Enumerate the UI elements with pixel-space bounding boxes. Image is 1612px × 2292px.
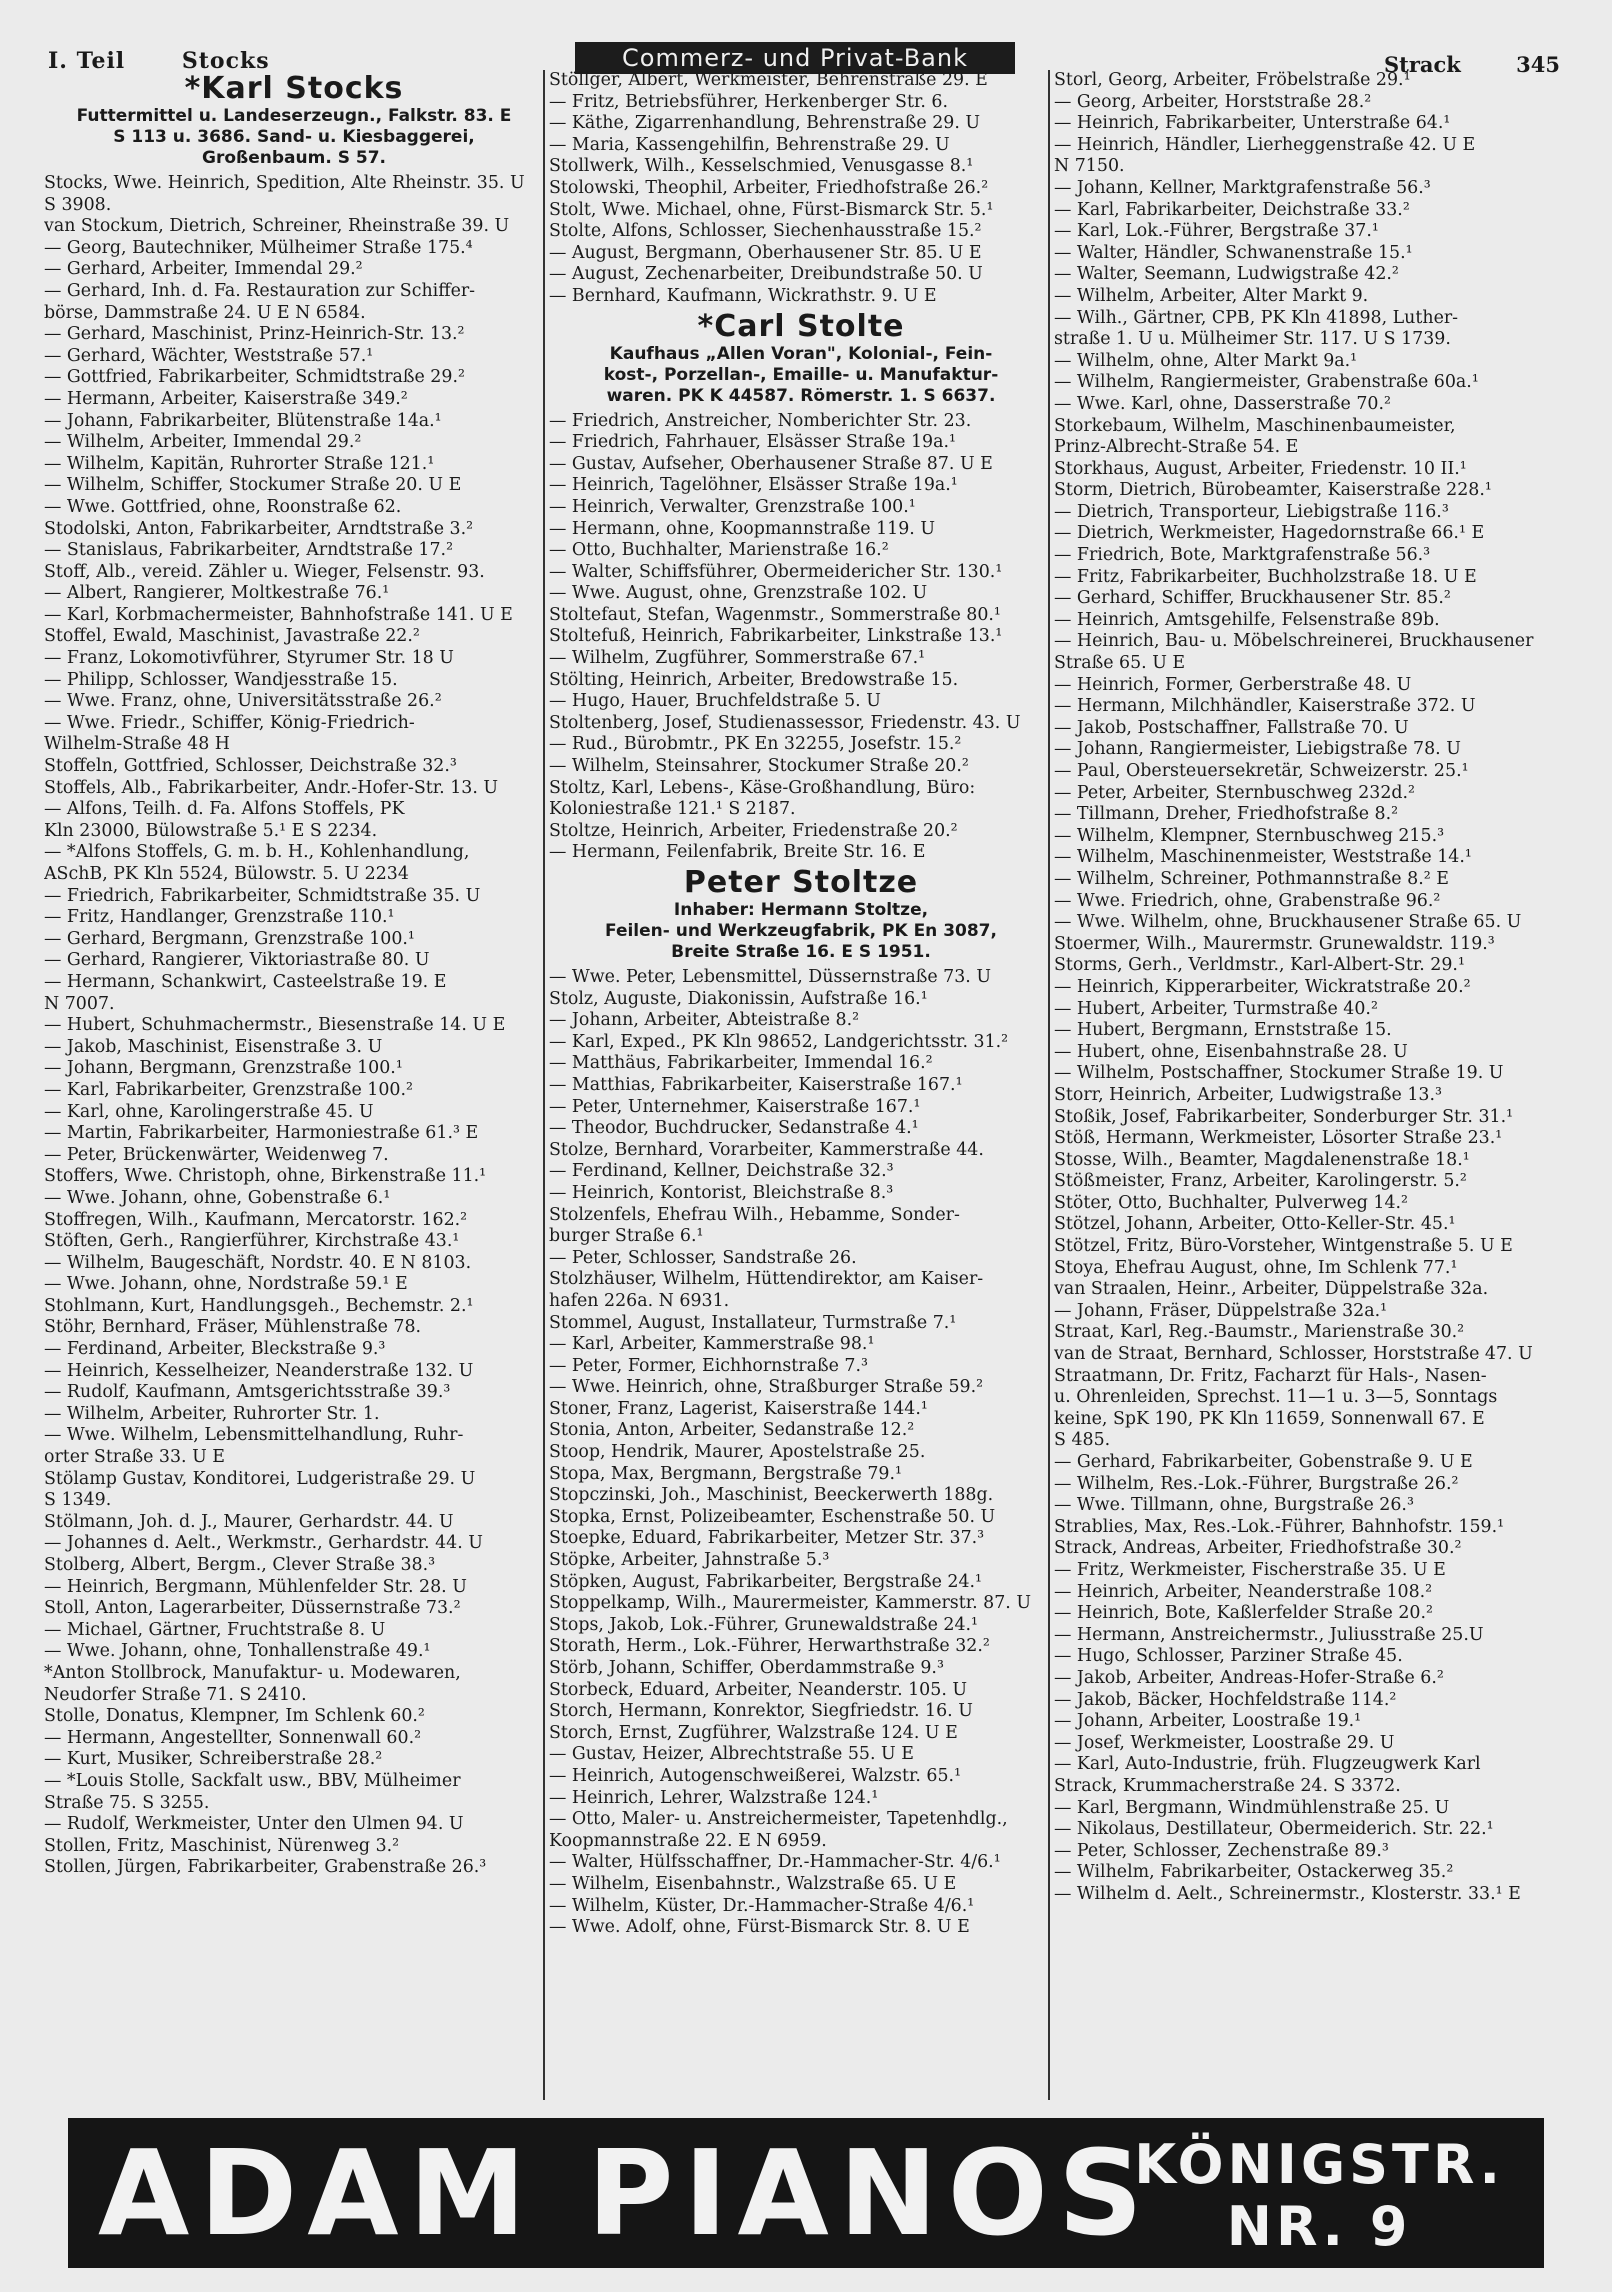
directory-entry: straße 1. U u. Mülheimer Str. 117. U S 1739. [1054, 329, 1451, 350]
directory-entry: Stops, Jakob, Lok.-Führer, Grunewaldstraße 24.¹ [549, 1614, 979, 1635]
directory-entry: — Walter, Seemann, Ludwigstraße 42.² [1054, 264, 1399, 285]
directory-entry: Stolz, Auguste, Diakonissin, Aufstraße 16.¹ [549, 988, 928, 1009]
directory-entry: S 485. [1054, 1430, 1111, 1451]
directory-entry: Stocks, Wwe. Heinrich, Spedition, Alte Rheinstr. 35. U [44, 173, 525, 193]
advertisement-line: S 113 u. 3686. Sand- u. Kiesbaggerei, [113, 127, 475, 147]
directory-entry: Stopa, Max, Bergmann, Bergstraße 79.¹ [549, 1463, 902, 1484]
directory-entry: Stolzenfels, Ehefrau Wilh., Hebamme, Sonder- [549, 1204, 960, 1225]
part-label: I. Teil [48, 48, 126, 74]
advertisement-banner [68, 2118, 1544, 2268]
directory-entry: Storch, Hermann, Konrektor, Siegfriedstr. 16. U [549, 1701, 973, 1722]
directory-entry: van Straalen, Heinr., Arbeiter, Düppelstraße 32a. [1054, 1279, 1489, 1300]
directory-entry: Storath, Herm., Lok.-Führer, Herwarthstraße 32.² [549, 1636, 990, 1657]
directory-entry: — Johann, Fabrikarbeiter, Blütenstraße 14a.¹ [44, 410, 442, 431]
directory-entry: — Wwe. August, ohne, Grenzstraße 102. U [549, 583, 928, 604]
directory-entry: — Wilhelm, Maschinenmeister, Weststraße 14.¹ [1054, 847, 1472, 868]
directory-entry: Stoffers, Wwe. Christoph, ohne, Birkenstraße 11.¹ [44, 1166, 487, 1187]
directory-entry: — Matthias, Fabrikarbeiter, Kaiserstraße 167.¹ [549, 1074, 963, 1095]
directory-entry: Stößmeister, Franz, Arbeiter, Karolingerstr. 5.² [1054, 1171, 1467, 1192]
directory-entry: — *Alfons Stoffels, G. m. b. H., Kohlenhandlung, [44, 842, 470, 863]
directory-entry: — Karl, ohne, Karolingerstraße 45. U [44, 1101, 374, 1122]
directory-entry: — Ferdinand, Kellner, Deichstraße 32.³ [549, 1161, 894, 1182]
directory-entry: Stoll, Anton, Lagerarbeiter, Düssernstraße 73.² [44, 1598, 461, 1619]
column-3 [1048, 70, 1566, 2100]
directory-entry: ASchB, PK Kln 5524, Bülowstr. 5. U 2234 [44, 864, 409, 884]
directory-entry: — Wilhelm d. Aelt., Schreinermstr., Klosterstr. 33.¹ E [1054, 1883, 1521, 1904]
directory-entry: — Wilhelm, Arbeiter, Immendal 29.² [44, 432, 362, 453]
directory-entry: — Wilhelm, Schreiner, Pothmannstraße 8.² E [1054, 868, 1449, 889]
directory-entry: — Walter, Händler, Schwanenstraße 15.¹ [1054, 242, 1413, 263]
directory-entry: Stölting, Heinrich, Arbeiter, Bredowstraße 15. [549, 669, 959, 690]
directory-entry: — Wilhelm, Kapitän, Ruhrorter Straße 121.¹ [44, 453, 435, 474]
directory-entry: — Wilhelm, Baugeschäft, Nordstr. 40. E N 8103. [44, 1252, 472, 1273]
directory-entry: burger Straße 6.¹ [549, 1226, 704, 1247]
directory-entry: Prinz-Albrecht-Straße 54. E [1054, 437, 1299, 458]
directory-entry: — Peter, Former, Eichhornstraße 7.³ [549, 1355, 868, 1376]
directory-entry: Stoffel, Ewald, Maschinist, Javastraße 22.² [44, 626, 420, 647]
directory-entry: — Wilhelm, Fabrikarbeiter, Ostackerweg 35.² [1054, 1862, 1454, 1883]
directory-entry: Stöß, Hermann, Werkmeister, Lösorter Straße 23.¹ [1054, 1128, 1503, 1149]
directory-entry: — Heinrich, Kontorist, Bleichstraße 8.³ [549, 1182, 894, 1203]
directory-entry: — Käthe, Zigarrenhandlung, Behrenstraße 29. U [549, 113, 981, 134]
directory-entry: Stötzel, Johann, Arbeiter, Otto-Keller-Str. 45.¹ [1054, 1214, 1456, 1235]
directory-entry: Straatmann, Dr. Fritz, Facharzt für Hals-, Nasen- [1054, 1365, 1487, 1386]
directory-entry: — Gerhard, Bergmann, Grenzstraße 100.¹ [44, 928, 415, 949]
page-number: 345 [1516, 52, 1560, 77]
directory-entry: — Friedrich, Bote, Marktgrafenstraße 56.³ [1054, 545, 1431, 566]
directory-entry: Stoffregen, Wilh., Kaufmann, Mercatorstr. 162.² [44, 1209, 468, 1230]
directory-entry: — Wwe. Peter, Lebensmittel, Düssernstraße 73. U [549, 967, 991, 987]
directory-entry: — August, Zechenarbeiter, Dreibundstraße 50. U [549, 264, 983, 285]
directory-entry: — Karl, Arbeiter, Kammerstraße 98.¹ [549, 1334, 875, 1355]
directory-entry: — Karl, Fabrikarbeiter, Grenzstraße 100.² [44, 1079, 413, 1100]
directory-entry: Störb, Johann, Schiffer, Oberdammstraße 9.³ [549, 1658, 944, 1678]
directory-entry: — Wwe. Friedr., Schiffer, König-Friedrich- [44, 712, 415, 733]
directory-entry: Straat, Karl, Reg.-Baumstr., Marienstraße 30.² [1054, 1322, 1465, 1343]
directory-entry: Koopmannstraße 22. E N 6959. [549, 1830, 827, 1851]
directory-entry: Stöhr, Bernhard, Fräser, Mühlenstraße 78. [44, 1317, 422, 1338]
directory-entry: — Peter, Schlosser, Zechenstraße 89.³ [1054, 1840, 1389, 1861]
directory-entry: Stöften, Gerh., Rangierführer, Kirchstraße 43.¹ [44, 1231, 460, 1252]
directory-entry: — Wwe. Franz, ohne, Universitätsstraße 26.² [44, 691, 442, 712]
directory-entry: Storbeck, Eduard, Arbeiter, Neanderstr. 105. U [549, 1679, 968, 1700]
directory-entry: Stoffeln, Gottfried, Schlosser, Deichstraße 32.³ [44, 756, 457, 777]
directory-entry: — Michael, Gärtner, Fruchtstraße 8. U [44, 1619, 386, 1640]
directory-entry: Stollen, Jürgen, Fabrikarbeiter, Grabenstraße 26.³ [44, 1857, 487, 1878]
directory-entry: Stopczinski, Joh., Maschinist, Beeckerwerth 188g. [549, 1485, 994, 1506]
directory-entry: Stoppelkamp, Wilh., Maurermeister, Kammerstr. 87. U [549, 1593, 1032, 1614]
directory-entry: — Heinrich, Händler, Lierheggenstraße 42. U E [1054, 134, 1476, 155]
directory-entry: Stopka, Ernst, Polizeibeamter, Eschenstraße 50. U [549, 1506, 996, 1527]
directory-entry: — Johannes d. Aelt., Werkmstr., Gerhardstr. 44. U [44, 1533, 483, 1554]
directory-entry: — Heinrich, Bote, Kaßlerfelder Straße 20.² [1054, 1603, 1433, 1624]
directory-entry: — Friedrich, Fabrikarbeiter, Schmidtstraße 35. U [44, 885, 481, 906]
directory-entry: — Heinrich, Former, Gerberstraße 48. U [1054, 674, 1412, 695]
directory-entry: Stölmann, Joh. d. J., Maurer, Gerhardstr. 44. U [44, 1511, 454, 1532]
directory-entry: Wilhelm-Straße 48 H [44, 734, 230, 755]
directory-entry: — Paul, Obersteuersekretär, Schweizerstr. 25.¹ [1054, 761, 1469, 781]
directory-entry: Storms, Gerh., Verldmstr., Karl-Albert-Str. 29.¹ [1054, 955, 1465, 976]
directory-entry: Neudorfer Straße 71. S 2410. [44, 1684, 307, 1705]
directory-entry: — Hermann, Arbeiter, Kaiserstraße 349.² [44, 388, 408, 409]
directory-entry: Straße 65. U E [1054, 653, 1186, 674]
directory-entry: — Wwe. Wilhelm, ohne, Bruckhausener Straße 65. U [1054, 912, 1522, 933]
directory-entry: — Wilhelm, Postschaffner, Stockumer Straße 19. U [1054, 1063, 1504, 1084]
directory-entry: — Wwe. Heinrich, ohne, Straßburger Straße 59.² [549, 1377, 984, 1398]
directory-entry: — Franz, Lokomotivführer, Styrumer Str. 18 U [44, 648, 454, 669]
directory-entry: — Dietrich, Transporteur, Liebigstraße 116.³ [1054, 501, 1449, 522]
directory-entry: — Gerhard, Fabrikarbeiter, Gobenstraße 9. U E [1054, 1452, 1473, 1472]
directory-entry: — Fritz, Fabrikarbeiter, Buchholzstraße 18. U E [1054, 566, 1477, 587]
directory-entry: — Hermann, ohne, Koopmannstraße 119. U [549, 518, 936, 539]
directory-entry: — Wilhelm, Steinsahrer, Stockumer Straße 20.² [549, 756, 969, 777]
advertisement-line: Kaufhaus „Allen Voran", Kolonial-, Fein- [609, 343, 993, 364]
directory-entry: — Karl, Auto-Industrie, früh. Flugzeugwerk Karl [1054, 1754, 1481, 1775]
directory-entry: Stollen, Fritz, Maschinist, Nürenweg 3.² [44, 1835, 400, 1856]
directory-entry: — Wilh., Gärtner, CPB, PK Kln 41898, Luther- [1054, 307, 1459, 328]
directory-entry: — Peter, Arbeiter, Sternbuschweg 232d.² [1054, 782, 1416, 803]
directory-entry: Kln 23000, Bülowstraße 5.¹ E S 2234. [44, 820, 378, 841]
advertisement-title: *Carl Stolte [697, 308, 905, 344]
directory-entry: — Bernhard, Kaufmann, Wickrathstr. 9. U E [549, 285, 937, 306]
directory-entry: — Wilhelm, Zugführer, Sommerstraße 67.¹ [549, 648, 926, 669]
display-advertisement [549, 310, 1053, 407]
directory-entry: — Wwe. Karl, ohne, Dasserstraße 70.² [1054, 393, 1391, 414]
directory-entry: — Gustav, Aufseher, Oberhausener Straße 87. U E [549, 453, 993, 474]
directory-entry: — Hubert, Schuhmachermstr., Biesenstraße 14. U E [44, 1015, 506, 1036]
directory-entry: N 7150. [1054, 156, 1125, 177]
directory-entry: — Gerhard, Rangierer, Viktoriastraße 80. U [44, 950, 430, 971]
directory-entry: Stonia, Anton, Arbeiter, Sedanstraße 12.² [549, 1420, 915, 1441]
directory-entry: — Philipp, Schlosser, Wandjesstraße 15. [44, 669, 398, 690]
directory-entry: — Karl, Bergmann, Windmühlenstraße 25. U [1054, 1797, 1450, 1818]
display-advertisement [44, 72, 544, 169]
directory-entry: Stollwerk, Wilh., Kesselschmied, Venusgasse 8.¹ [549, 156, 974, 177]
directory-entry: — Wwe. Adolf, ohne, Fürst-Bismarck Str. 8. U E [549, 1917, 970, 1938]
directory-entry: — Hubert, Arbeiter, Turmstraße 40.² [1054, 998, 1378, 1019]
directory-entry: Stoltenberg, Josef, Studienassessor, Friedenstr. 43. U [549, 712, 1021, 733]
directory-entry: — Wilhelm, ohne, Alter Markt 9a.¹ [1054, 350, 1358, 371]
directory-entry: — Ferdinand, Arbeiter, Bleckstraße 9.³ [44, 1339, 386, 1360]
directory-entry: Storch, Ernst, Zugführer, Walzstraße 124. U E [549, 1722, 958, 1743]
directory-entry: Stoßik, Josef, Fabrikarbeiter, Sonderburger Str. 31.¹ [1054, 1106, 1514, 1127]
ad-brand: ADAM PIANOS [98, 2124, 1153, 2262]
directory-entry: — Jakob, Postschaffner, Fallstraße 70. U [1054, 717, 1409, 738]
directory-entry: N 7007. [44, 993, 115, 1014]
advertisement-title: Peter Stoltze [683, 865, 919, 900]
directory-entry: — Georg, Bautechniker, Mülheimer Straße 175.⁴ [44, 237, 473, 258]
ad-address [1134, 2134, 1504, 2258]
directory-entry: S 1349. [44, 1490, 112, 1511]
directory-entry: Storm, Dietrich, Bürobeamter, Kaiserstraße 228.¹ [1054, 480, 1492, 501]
directory-entry: — Walter, Hülfsschaffner, Dr.-Hammacher-Str. 4/6.¹ [549, 1852, 1001, 1873]
directory-entry: — Karl, Korbmachermeister, Bahnhofstraße 141. U E [44, 604, 513, 625]
directory-entry: — Wilhelm, Arbeiter, Alter Markt 9. [1054, 285, 1369, 306]
column-1 [44, 70, 544, 2100]
directory-entry: — Heinrich, Arbeiter, Neanderstraße 108.² [1054, 1581, 1433, 1602]
directory-entry: Strablies, Max, Res.-Lok.-Führer, Bahnhofstr. 159.¹ [1054, 1516, 1505, 1537]
directory-entry: — Wilhelm, Küster, Dr.-Hammacher-Straße 4/6.¹ [549, 1895, 975, 1916]
directory-entry: — Johann, Arbeiter, Loostraße 19.¹ [1054, 1711, 1362, 1732]
directory-entry: Stolze, Bernhard, Vorarbeiter, Kammerstraße 44. [549, 1139, 984, 1160]
directory-entry: börse, Dammstraße 24. U E N 6584. [44, 302, 366, 323]
directory-entry: — Fritz, Betriebsführer, Herkenberger Str. 6. [549, 91, 949, 112]
directory-entry: — Johann, Bergmann, Grenzstraße 100.¹ [44, 1058, 403, 1079]
directory-entry: Stoltze, Heinrich, Arbeiter, Friedenstraße 20.² [549, 820, 958, 841]
directory-entry: — *Louis Stolle, Sackfalt usw., BBV, Mülheimer [44, 1770, 461, 1791]
directory-entry: — Hugo, Hauer, Bruchfeldstraße 5. U [549, 691, 881, 712]
directory-entry: — Theodor, Buchdrucker, Sedanstraße 4.¹ [549, 1118, 919, 1139]
directory-entry: Storr, Heinrich, Arbeiter, Ludwigstraße 13.³ [1054, 1084, 1442, 1105]
directory-entry: — Martin, Fabrikarbeiter, Harmoniestraße 61.³ E [44, 1123, 479, 1144]
directory-entry: — Heinrich, Amtsgehilfe, Felsenstraße 89b. [1054, 609, 1440, 630]
directory-entry: — Georg, Arbeiter, Horststraße 28.² [1054, 91, 1372, 112]
directory-entry: van de Straat, Bernhard, Schlosser, Horststraße 47. U [1054, 1344, 1533, 1365]
directory-entry: — Gustav, Heizer, Albrechtstraße 55. U E [549, 1744, 914, 1765]
directory-entry: Storkhaus, August, Arbeiter, Friedenstr. 10 II.¹ [1054, 458, 1467, 479]
directory-entry: — Heinrich, Bau- u. Möbelschreinerei, Bruckhausener [1054, 631, 1534, 652]
directory-entry: — August, Bergmann, Oberhausener Str. 85. U E [549, 242, 982, 263]
directory-entry: — Wilhelm, Res.-Lok.-Führer, Burgstraße 26.² [1054, 1473, 1459, 1494]
directory-entry: Stoermer, Wilh., Maurermstr. Grunewaldstr. 119.³ [1054, 933, 1495, 954]
directory-entry: Stoop, Hendrik, Maurer, Apostelstraße 25. [549, 1442, 926, 1463]
directory-entry: *Anton Stollbrock, Manufaktur- u. Modewaren, [44, 1662, 461, 1683]
directory-entry: — Heinrich, Verwalter, Grenzstraße 100.¹ [549, 496, 916, 517]
directory-entry: Stoltefaut, Stefan, Wagenmstr., Sommerstraße 80.¹ [549, 604, 1001, 625]
directory-entry: — Karl, Lok.-Führer, Bergstraße 37.¹ [1054, 221, 1379, 242]
directory-entry: — Heinrich, Autogenschweißerei, Walzstr. 65.¹ [549, 1765, 962, 1786]
directory-entry: — Alfons, Teilh. d. Fa. Alfons Stoffels, PK [44, 799, 405, 820]
directory-entry: — Heinrich, Tagelöhner, Elsässer Straße 19a.¹ [549, 475, 958, 496]
directory-entry: — Friedrich, Anstreicher, Nomberichter Str. 23. [549, 410, 972, 431]
directory-entry: — Gerhard, Inh. d. Fa. Restauration zur Schiffer- [44, 280, 476, 301]
directory-entry: — Wwe. Wilhelm, Lebensmittelhandlung, Ruhr- [44, 1425, 464, 1446]
directory-entry: Stötzel, Fritz, Büro-Vorsteher, Wintgenstraße 5. U E [1054, 1236, 1513, 1257]
directory-entry: S 3908. [44, 194, 112, 215]
directory-entry: — Wwe. Johann, ohne, Gobenstraße 6.¹ [44, 1187, 391, 1208]
directory-entry: u. Ohrenleiden, Sprechst. 11—1 u. 3—5, Sonntags [1054, 1387, 1498, 1408]
directory-entry: Stosse, Wilh., Beamter, Magdalenenstraße 18.¹ [1054, 1149, 1470, 1170]
directory-entry: — Heinrich, Bergmann, Mühlenfelder Str. 28. U [44, 1576, 467, 1597]
advertisement-line: Breite Straße 16. E S 1951. [671, 942, 931, 962]
directory-entry: — Karl, Fabrikarbeiter, Deichstraße 33.² [1054, 199, 1410, 220]
directory-entry: — Tillmann, Dreher, Friedhofstraße 8.² [1054, 804, 1399, 825]
directory-entry: Stöllger, Albert, Werkmeister, Behrenstraße 29. E [549, 70, 988, 90]
left-guide-word: Stocks [181, 48, 270, 74]
directory-entry: — Gerhard, Arbeiter, Immendal 29.² [44, 259, 363, 280]
directory-entry: — Wwe. Friedrich, ohne, Grabenstraße 96.² [1054, 890, 1441, 911]
directory-entry: — Hermann, Milchhändler, Kaiserstraße 372. U [1054, 696, 1476, 717]
display-advertisement [549, 866, 1053, 963]
directory-entry: — Wilhelm, Arbeiter, Ruhrorter Str. 1. [44, 1403, 380, 1424]
directory-entry: — Heinrich, Kesselheizer, Neanderstraße 132. U [44, 1360, 474, 1381]
directory-entry: Stoner, Franz, Lagerist, Kaiserstraße 144.¹ [549, 1398, 928, 1419]
directory-entry: — Wwe. Gottfried, ohne, Roonstraße 62. [44, 496, 402, 517]
directory-entry: — Wwe. Johann, ohne, Tonhallenstraße 49.¹ [44, 1641, 431, 1662]
directory-entry: Stoff, Alb., vereid. Zähler u. Wieger, Felsenstr. 93. [44, 561, 485, 582]
directory-entry: — Matthäus, Fabrikarbeiter, Immendal 16.² [549, 1053, 933, 1074]
directory-entry: Stolt, Wwe. Michael, ohne, Fürst-Bismarck Str. 5.¹ [549, 199, 994, 220]
directory-entry: Stöpken, August, Fabrikarbeiter, Bergstraße 24.¹ [549, 1571, 983, 1592]
directory-entry: — Josef, Werkmeister, Loostraße 29. U [1054, 1732, 1395, 1753]
directory-entry: — Rudolf, Kaufmann, Amtsgerichtsstraße 39.³ [44, 1382, 451, 1403]
directory-entry: — Fritz, Werkmeister, Fischerstraße 35. U E [1054, 1559, 1446, 1580]
directory-entry: — Jakob, Bäcker, Hochfeldstraße 114.² [1054, 1689, 1397, 1710]
directory-entry: — Gerhard, Schiffer, Bruckhausener Str. 85.² [1054, 588, 1451, 609]
directory-entry: orter Straße 33. U E [44, 1447, 225, 1468]
directory-entry: Stohlmann, Kurt, Handlungsgeh., Bechemstr. 2.¹ [44, 1295, 474, 1316]
directory-entry: Stolowski, Theophil, Arbeiter, Friedhofstraße 26.² [549, 177, 989, 198]
directory-entry: — Gerhard, Maschinist, Prinz-Heinrich-Str. 13.² [44, 324, 465, 345]
directory-entry: — Wilhelm, Schiffer, Stockumer Straße 20. U E [44, 475, 462, 496]
directory-entry: — Hermann, Schankwirt, Casteelstraße 19. E [44, 971, 447, 992]
directory-entry: — Peter, Schlosser, Sandstraße 26. [549, 1247, 857, 1268]
directory-entry: Storkebaum, Wilhelm, Maschinenbaumeister, [1054, 415, 1456, 436]
directory-entry: — Karl, Exped., PK Kln 98652, Landgerichtsstr. 31.² [549, 1031, 1009, 1052]
directory-entry: — Gottfried, Fabrikarbeiter, Schmidtstraße 29.² [44, 367, 465, 388]
directory-entry: — Heinrich, Lehrer, Walzstraße 124.¹ [549, 1787, 879, 1808]
directory-entry: — Walter, Schiffsführer, Obermeidericher Str. 130.¹ [549, 561, 1003, 582]
advertisement-title: *Karl Stocks [184, 71, 404, 106]
directory-entry: Stoepke, Eduard, Fabrikarbeiter, Metzer Str. 37.³ [549, 1528, 985, 1549]
directory-entry: Storl, Georg, Arbeiter, Fröbelstraße 29.¹ [1054, 70, 1411, 90]
directory-entry: — Jakob, Maschinist, Eisenstraße 3. U [44, 1036, 383, 1057]
directory-entry: — Hermann, Anstreichermstr., Juliusstraße 25.U [1054, 1624, 1484, 1645]
directory-entry: — Otto, Maler- u. Anstreichermeister, Tapetenhdlg., [549, 1809, 1008, 1830]
directory-entry: Stolte, Alfons, Schlosser, Siechenhausstraße 15.² [549, 221, 982, 242]
directory-entry: — Maria, Kassengehilfin, Behrenstraße 29. U [549, 134, 950, 155]
directory-entry: keine, SpK 190, PK Kln 11659, Sonnenwall 67. E [1054, 1408, 1485, 1429]
directory-entry: — Nikolaus, Destillateur, Obermeiderich. Str. 22.¹ [1054, 1819, 1494, 1840]
directory-entry: Stöpke, Arbeiter, Jahnstraße 5.³ [549, 1550, 830, 1571]
advertisement-line: Futtermittel u. Landeserzeugn., Falkstr. 83. E [76, 106, 512, 126]
directory-entry: Stoya, Ehefrau August, ohne, Im Schlenk 77.¹ [1054, 1257, 1458, 1278]
ad-address-street: KÖNIGSTR. [1134, 2133, 1504, 2196]
directory-entry: hafen 226a. N 6931. [549, 1290, 730, 1311]
directory-entry: — Fritz, Handlanger, Grenzstraße 110.¹ [44, 907, 395, 928]
directory-entry: Stommel, August, Installateur, Turmstraße 7.¹ [549, 1312, 957, 1333]
directory-entry: — Hermann, Angestellter, Sonnenwall 60.² [44, 1727, 422, 1748]
directory-entry: — Wilhelm, Rangiermeister, Grabenstraße 60a.¹ [1054, 372, 1479, 393]
directory-entry: — Wilhelm, Klempner, Sternbuschweg 215.³ [1054, 825, 1445, 846]
directory-entry: Stoltz, Karl, Lebens-, Käse-Großhandlung, Büro: [549, 777, 976, 798]
advertisement-line: Großenbaum. S 57. [202, 148, 386, 168]
directory-entry: — Otto, Buchhalter, Marienstraße 16.² [549, 540, 889, 561]
directory-entry: Stolle, Donatus, Klempner, Im Schlenk 60.² [44, 1706, 425, 1727]
directory-entry: — Heinrich, Fabrikarbeiter, Unterstraße 64.¹ [1054, 113, 1451, 134]
directory-entry: — Peter, Unternehmer, Kaiserstraße 167.¹ [549, 1096, 921, 1117]
directory-entry: Koloniestraße 121.¹ S 2187. [549, 799, 796, 820]
directory-entry: — Johann, Fräser, Düppelstraße 32a.¹ [1054, 1300, 1388, 1321]
directory-entry: — Hubert, Bergmann, Ernststraße 15. [1054, 1020, 1392, 1041]
directory-entry: — Rudolf, Werkmeister, Unter den Ulmen 94. U [44, 1814, 464, 1835]
directory-entry: — Jakob, Arbeiter, Andreas-Hofer-Straße 6.² [1054, 1667, 1444, 1688]
directory-entry: Stolberg, Albert, Bergm., Clever Straße 38.³ [44, 1555, 436, 1575]
directory-entry: Stoltefuß, Heinrich, Fabrikarbeiter, Linkstraße 13.¹ [549, 626, 1003, 647]
advertisement-line: Inhaber: Hermann Stoltze, [673, 900, 929, 920]
directory-entry: Stolzhäuser, Wilhelm, Hüttendirektor, am Kaiser- [549, 1269, 984, 1290]
directory-entry: — Friedrich, Fahrhauer, Elsässer Straße 19a.¹ [549, 432, 956, 453]
ad-address-number: NR. 9 [1226, 2195, 1412, 2258]
directory-entry: — Albert, Rangierer, Moltkestraße 76.¹ [44, 583, 390, 604]
directory-entry: Strack, Andreas, Arbeiter, Friedhofstraße 30.² [1054, 1538, 1462, 1559]
directory-entry: — Wwe. Tillmann, ohne, Burgstraße 26.³ [1054, 1495, 1414, 1516]
directory-entry: Straße 75. S 3255. [44, 1792, 210, 1813]
directory-entry: — Johann, Arbeiter, Abteistraße 8.² [549, 1010, 860, 1031]
column-2 [543, 70, 1053, 2100]
directory-entry: — Peter, Brückenwärter, Weidenweg 7. [44, 1144, 389, 1165]
directory-entry: Stodolski, Anton, Fabrikarbeiter, Arndtstraße 3.² [44, 518, 474, 539]
directory-entry: — Stanislaus, Fabrikarbeiter, Arndtstraße 17.² [44, 540, 454, 561]
advertisement-line: kost-, Porzellan-, Emaille- u. Manufaktur- [603, 364, 999, 385]
directory-entry: — Hubert, ohne, Eisenbahnstraße 28. U [1054, 1041, 1408, 1062]
directory-entry: — Hugo, Schlosser, Parziner Straße 45. [1054, 1646, 1403, 1667]
directory-entry: — Johann, Kellner, Marktgrafenstraße 56.³ [1054, 177, 1431, 198]
directory-entry: — Wilhelm, Eisenbahnstr., Walzstraße 65. U E [549, 1873, 957, 1894]
directory-entry: van Stockum, Dietrich, Schreiner, Rheinstraße 39. U [44, 216, 510, 237]
bank-banner: Commerz- und Privat-Bank [575, 42, 1015, 74]
directory-entry: Stoffels, Alb., Fabrikarbeiter, Andr.-Hofer-Str. 13. U [44, 777, 499, 798]
directory-entry: — Wwe. Johann, ohne, Nordstraße 59.¹ E [44, 1274, 408, 1295]
directory-entry: — Hermann, Feilenfabrik, Breite Str. 16. E [549, 842, 926, 863]
right-guide-word: Strack [1383, 52, 1461, 77]
directory-entry: — Kurt, Musiker, Schreiberstraße 28.² [44, 1749, 383, 1770]
directory-entry: — Gerhard, Wächter, Weststraße 57.¹ [44, 345, 374, 366]
directory-entry: Stölamp Gustav, Konditorei, Ludgeristraße 29. U [44, 1468, 476, 1489]
directory-entry: Stöter, Otto, Buchhalter, Pulverweg 14.² [1054, 1192, 1409, 1213]
directory-entry: — Dietrich, Werkmeister, Hagedornstraße 66.¹ E [1054, 523, 1485, 544]
directory-entry: — Rud., Bürobmtr., PK En 32255, Josefstr. 15.² [549, 734, 962, 755]
directory-entry: Strack, Krummacherstraße 24. S 3372. [1054, 1775, 1401, 1796]
advertisement-line: Feilen- und Werkzeugfabrik, PK En 3087, [605, 921, 997, 941]
advertisement-line: waren. PK K 44587. Römerstr. 1. S 6637. [606, 385, 996, 406]
directory-entry: — Johann, Rangiermeister, Liebigstraße 78. U [1054, 739, 1461, 760]
directory-entry: — Heinrich, Kipperarbeiter, Wickratstraße 20.² [1054, 976, 1471, 997]
